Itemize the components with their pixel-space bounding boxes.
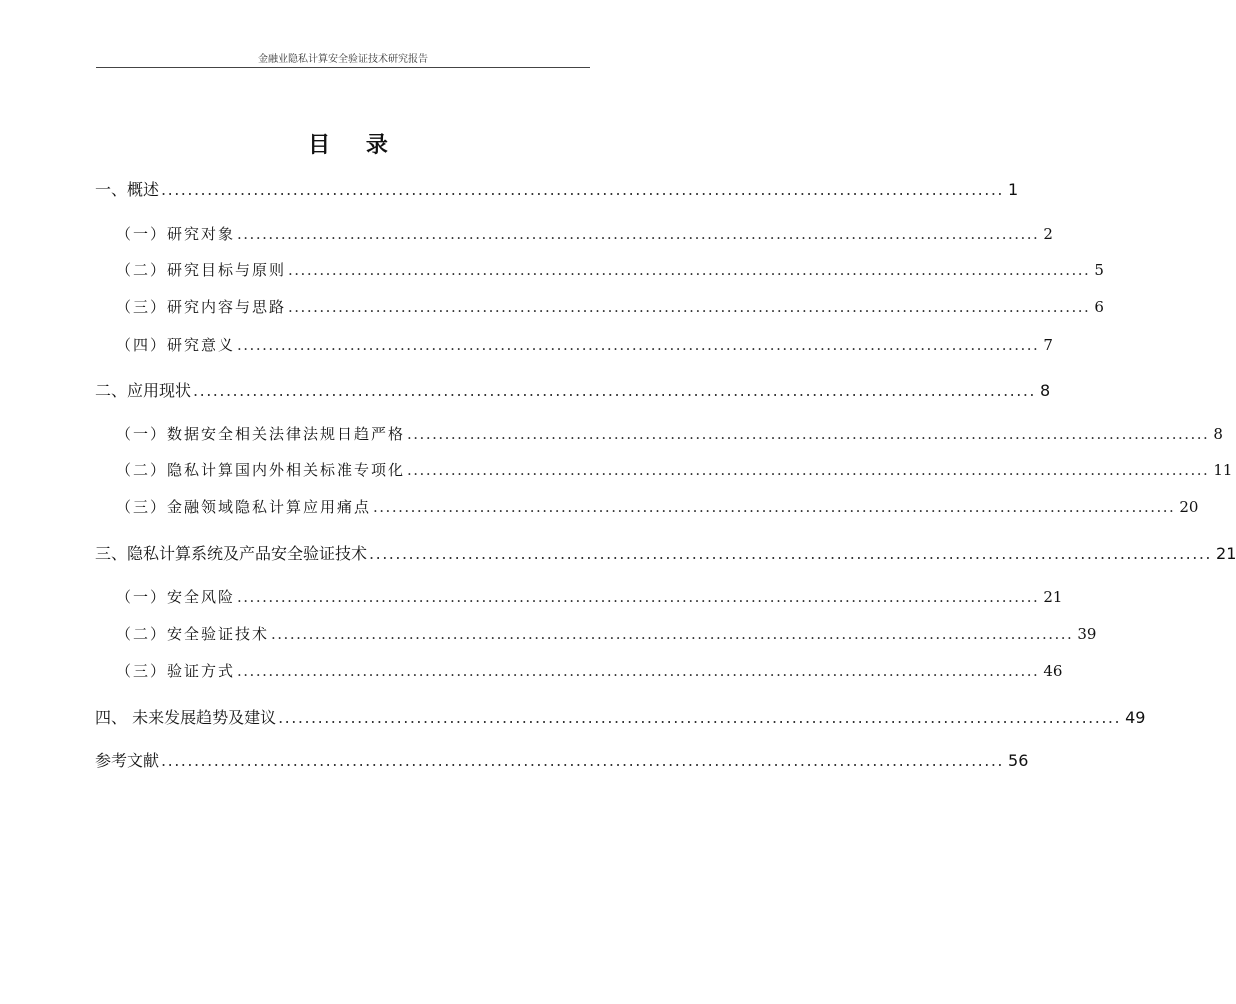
toc-entry-label: （一）研究对象 bbox=[116, 225, 236, 243]
toc-entry-label: （一）安全风险 bbox=[116, 588, 236, 606]
dot-leader: ................................................................................................................................ bbox=[161, 751, 1005, 770]
toc-entry-label: 二、应用现状 bbox=[95, 381, 192, 400]
toc-entry-label: （三）研究内容与思路 bbox=[116, 298, 287, 316]
toc-entry[interactable] bbox=[116, 459, 1233, 480]
toc-page-number: 56 bbox=[1008, 751, 1029, 770]
toc-page-number: 8 bbox=[1040, 381, 1051, 400]
toc-page-number: 21 bbox=[1216, 544, 1236, 563]
header-rule bbox=[96, 67, 590, 68]
toc-page-number: 21 bbox=[1043, 588, 1063, 606]
toc-entry[interactable] bbox=[116, 660, 1063, 681]
toc-entry-label: （一）数据安全相关法律法规日趋严格 bbox=[116, 425, 406, 443]
toc-entry[interactable] bbox=[116, 423, 1223, 444]
toc-entry-label: 三、隐私计算系统及产品安全验证技术 bbox=[95, 544, 368, 563]
toc-entry-label: （三）金融领域隐私计算应用痛点 bbox=[116, 498, 372, 516]
toc-entry-label: 四、 未来发展趋势及建议 bbox=[95, 708, 277, 727]
toc-page-number: 2 bbox=[1043, 225, 1053, 243]
dot-leader: ................................................................................................................................ bbox=[369, 544, 1213, 563]
toc-entry-label: 参考文献 bbox=[95, 751, 160, 770]
toc-page-number: 1 bbox=[1008, 180, 1019, 199]
toc-entry[interactable] bbox=[116, 296, 1104, 317]
toc-page-number: 20 bbox=[1179, 498, 1199, 516]
toc-entry[interactable] bbox=[116, 223, 1053, 244]
toc-entry-label: （三）验证方式 bbox=[116, 662, 236, 680]
dot-leader: ................................................................................................................................ bbox=[161, 180, 1005, 199]
running-header: 金融业隐私计算安全验证技术研究报告 bbox=[258, 54, 428, 65]
toc-page-number: 49 bbox=[1125, 708, 1146, 727]
toc-page-number: 11 bbox=[1213, 461, 1233, 479]
toc-entry-label: 一、概述 bbox=[95, 180, 160, 199]
dot-leader: ................................................................................................................................ bbox=[407, 425, 1210, 443]
toc-entry[interactable] bbox=[116, 623, 1097, 644]
toc-entry[interactable] bbox=[95, 541, 1236, 564]
dot-leader: ................................................................................................................................ bbox=[278, 708, 1122, 727]
dot-leader: ................................................................................................................................ bbox=[373, 498, 1176, 516]
toc-page-number: 46 bbox=[1043, 662, 1063, 680]
toc-entry-label: （四）研究意义 bbox=[116, 336, 236, 354]
toc-entry[interactable] bbox=[95, 705, 1146, 728]
toc-entry[interactable] bbox=[116, 334, 1053, 355]
toc-entry[interactable] bbox=[95, 748, 1029, 771]
dot-leader: ................................................................................................................................ bbox=[237, 662, 1040, 680]
toc-entry-label: （二）安全验证技术 bbox=[116, 625, 270, 643]
dot-leader: ................................................................................................................................ bbox=[271, 625, 1074, 643]
toc-page-number: 6 bbox=[1094, 298, 1104, 316]
dot-leader: ................................................................................................................................ bbox=[193, 381, 1037, 400]
toc-entry[interactable] bbox=[95, 177, 1019, 200]
dot-leader: ................................................................................................................................ bbox=[288, 298, 1091, 316]
dot-leader: ................................................................................................................................ bbox=[288, 261, 1091, 279]
toc-page-number: 7 bbox=[1043, 336, 1053, 354]
toc-entry[interactable] bbox=[116, 586, 1063, 607]
toc-entry[interactable] bbox=[116, 259, 1104, 280]
toc-page-number: 39 bbox=[1077, 625, 1097, 643]
toc-entry[interactable] bbox=[95, 378, 1051, 401]
dot-leader: ................................................................................................................................ bbox=[237, 588, 1040, 606]
dot-leader: ................................................................................................................................ bbox=[407, 461, 1210, 479]
toc-page-number: 5 bbox=[1094, 261, 1104, 279]
toc-entry[interactable] bbox=[116, 496, 1199, 517]
dot-leader: ................................................................................................................................ bbox=[237, 336, 1040, 354]
toc-title: 目 录 bbox=[308, 133, 402, 158]
toc-entry-label: （二）隐私计算国内外相关标准专项化 bbox=[116, 461, 406, 479]
toc-page-number: 8 bbox=[1213, 425, 1223, 443]
dot-leader: ................................................................................................................................ bbox=[237, 225, 1040, 243]
toc-entry-label: （二）研究目标与原则 bbox=[116, 261, 287, 279]
